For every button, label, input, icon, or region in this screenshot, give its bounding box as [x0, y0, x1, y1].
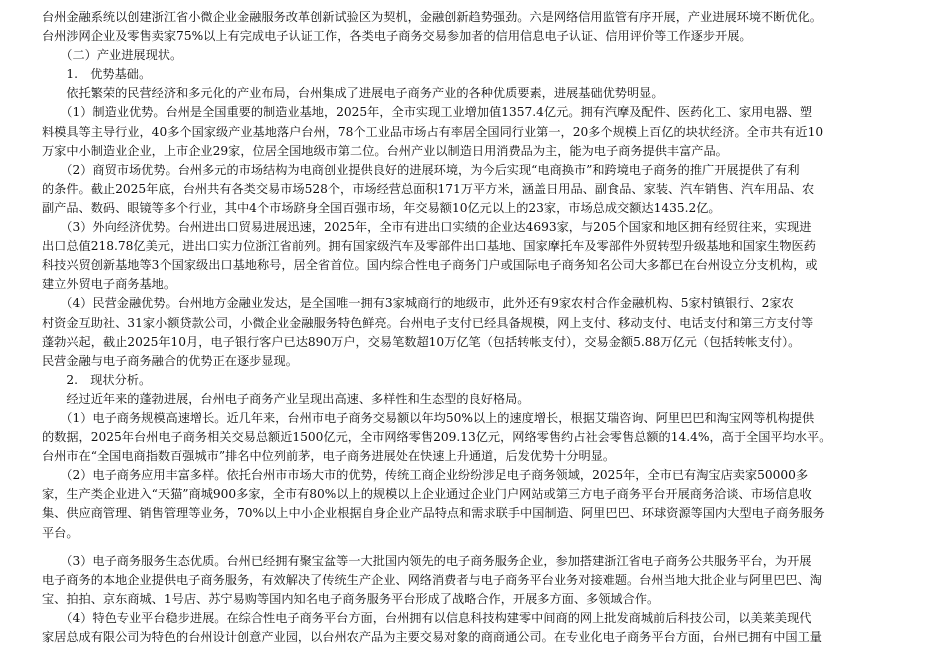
paragraph-line: （3）电子商务服务生态优质。台州已经拥有聚宝盆等一大批国内领先的电子商务服务企业，参加搭建浙江省电子商务公共服务平台，为开展	[42, 553, 812, 568]
paragraph-gap	[42, 543, 936, 552]
paragraph-line: 料模具等主导行业，40多个国家级产业基地落户台州，78个工业品市场占有率居全国同行业第一，20多个规模上百亿的块状经济。全市共有近10	[42, 124, 824, 139]
paragraph-line: 电子商务的本地企业提供电子商务服务，有效解决了传统生产企业、网络消费者与电子商务平台业务对接难题。台州当地大批企业与阿里巴巴、淘	[42, 572, 822, 587]
paragraph-line: （3）外向经济优势。台州进出口贸易进展迅速，2025年，全市有进出口实绩的企业达4693家，与205个国家和地区拥有经贸往来，实现进	[42, 220, 812, 235]
paragraph-line: 出口总值218.78亿美元，进出口实力位浙江省前列。拥有国家级汽车及零部件出口基地、国家摩托车及零部件外贸转型升级基地和国家生物医药	[42, 239, 816, 254]
paragraph-line: 建立外贸电子商务基地。	[42, 277, 177, 292]
subsection-heading: 2. 现状分析。	[42, 372, 152, 387]
paragraph-line: 万家中小制造业企业，上市企业29家，位居全国地级市第二位。台州产业以制造日用消费品为主，能为电子商务提供丰富产品。	[42, 143, 728, 158]
paragraph-line: 平台。	[42, 525, 79, 540]
paragraph-line: （2）商贸市场优势。台州多元的市场结构为电商创业提供良好的进展环境，为今后实现“电商换市”和跨境电子商务的推广开展提供了有利	[42, 162, 800, 177]
section-heading: （二）产业进展现状。	[42, 48, 183, 63]
paragraph-line: 村资金互助社、31家小额贷款公司，小微企业金融服务特色鲜亮。台州电子支付已经具备规模，网上支付、移动支付、电话支付和第三方支付等	[42, 315, 814, 330]
paragraph-line: 集、供应商管理、销售管理等业务，70%以上中小企业根据自身企业产品特点和需求联手中国制造、阿里巴巴、环球资源等国内大型电子商务服务	[42, 506, 825, 521]
paragraph-line: 宝、拍拍、京东商城、1号店、苏宁易购等国内知名电子商务服务平台形成了战略合作，开展多方面、多领域合作。	[42, 591, 660, 606]
paragraph-line: 家，生产类企业进入“天猫”商城900多家，全市有80%以上的规模以上企业通过企业门户网站或第三方电子商务平台开展商务洽谈、市场信息收	[42, 487, 812, 502]
paragraph-line: （4）特色专业平台稳步进展。在综合性电子商务平台方面，台州拥有以信息科技构建零中间商的网上批发商城前后科技公司，以美莱美现代	[42, 610, 812, 625]
paragraph-line: 经过近年来的蓬勃进展，台州电子商务产业呈现出高速、多样性和生态型的良好格局。	[42, 391, 530, 406]
paragraph-line: 台州市在“全国电商指数百强城市”排名中位列前茅，电子商务进展处在快速上升通道，后发优势十分明显。	[42, 449, 616, 464]
paragraph-line: 的条件。截止2025年底，台州共有各类交易市场528个，市场经营总面积171万平方米，涵盖日用品、副食品、家装、汽车销售、汽车用品、农	[42, 181, 815, 196]
paragraph-line: 台州金融系统以创建浙江省小微企业金融服务改革创新试验区为契机，金融创新趋势强劲。六是网络信用监管有序开展，产业进展环境不断优化。	[42, 10, 822, 24]
paragraph-line: 台州涉网企业及零售卖家75%以上有完成电子认证工作，各类电子商务交易参加者的信用信息电子认证、信用评价等工作逐步开展。	[42, 29, 752, 44]
paragraph-line: 科技兴贸创新基地等3个国家级出口基地称号，居全省首位。国内综合性电子商务门户或国际电子商务知名公司大多都已在台州设立分支机构，或	[42, 258, 818, 273]
paragraph-line: 的数据，2025年台州电子商务相关交易总额近1500亿元，全市网络零售209.13亿元，网络零售约占社会零售总额的14.4%，高于全国平均水平。	[42, 430, 832, 445]
paragraph-line: 依托繁荣的民营经济和多元化的产业布局，台州集成了进展电子商务产业的各种优质要素，进展基础优势明显。	[42, 86, 664, 101]
paragraph-line: 副产品、数码、眼镜等多个行业，其中4个市场跻身全国百强市场，年交易额10亿元以上的23家，市场总成交额达1435.2亿。	[42, 200, 721, 215]
paragraph-line: （2）电子商务应用丰富多样。依托台州市市场大市的优势，传统工商企业纷纷涉足电子商务领域，2025年，全市已有淘宝店卖家50000多	[42, 468, 809, 483]
paragraph-line: 民营金融与电子商务融合的优势正在逐步显现。	[42, 353, 298, 368]
paragraph-line: （1）制造业优势。台州是全国重要的制造业基地，2025年，全市实现工业增加值1357.4亿元。拥有汽摩及配件、医药化工、家用电器、塑	[42, 105, 813, 120]
paragraph-line: （4）民营金融优势。台州地方金融业发达，是全国唯一拥有3家城商行的地级市，此外还有9家农村合作金融机构、5家村镇银行、2家农	[42, 296, 794, 311]
paragraph-line: （1）电子商务规模高速增长。近几年来，台州市电子商务交易额以年均50%以上的速度增长，根据艾瑞咨询、阿里巴巴和淘宝网等机构提供	[42, 410, 815, 425]
paragraph-line: 蓬勃兴起，截止2025年10月，电子银行客户已达890万户，交易笔数超10万亿笔（包括转帐支付），交易金额5.88万亿元（包括转帐支付）。	[42, 334, 801, 349]
paragraph-line: 家居总成有限公司为特色的台州设计创意产业园，以台州农产品为主要交易对象的商商通公司。在专业化电子商务平台方面，台州已拥有中国工量	[42, 630, 822, 644]
subsection-heading: 1. 优势基础。	[42, 67, 152, 82]
